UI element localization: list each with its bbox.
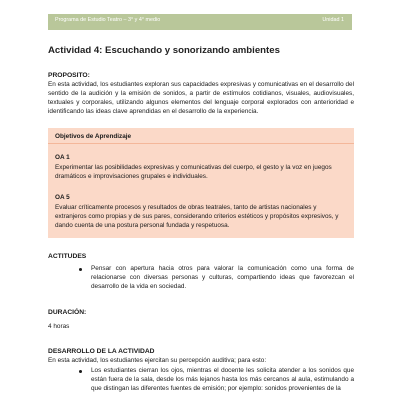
actitudes-heading: ACTITUDES [48, 253, 87, 260]
bullet-icon [79, 370, 82, 373]
duracion-value: 4 horas [48, 323, 70, 330]
oa-code: OA 5 [55, 194, 70, 201]
oa-text: Evaluar críticamente procesos y resultados de obras teatrales, tanto de artistas nacionales y extranjeros como propias y de sus pares, considerando criterios estéticos y propósitos expresivos, y dando cuenta de una postura personal fundada y respetuosa. [55, 204, 339, 230]
actitudes-bullet-text: Pensar con apertura hacia otros para valorar la comunicación como una forma de relacionarse con diversas personas y culturas, compartiendo ideas que favorezcan el desarrollo de la vida en sociedad. [91, 265, 354, 291]
objetivos-box [48, 128, 354, 238]
unit-label: Unidad 1 [322, 17, 344, 23]
oa-text: Experimentar las posibilidades expresivas y comunicativas del cuerpo, el gesto y la voz en juegos dramáticos e improvisaciones grupales e individuales. [55, 164, 332, 181]
program-title: Programa de Estudio Teatro – 3° y 4° medio [55, 17, 161, 23]
proposito-text: En esta actividad, los estudiantes exploran sus capacidades expresivas y comunicativas en el desarrollo del sentido de la audición y la emisión de sonidos, a partir de estímulos cotidianos, visuales, audiovisuales, textuales y corporales, utilizando algunos elementos del lenguaje corporal explorados con anterioridad e identificando las ideas clave aprendidas en el desarrollo de la experiencia. [48, 81, 354, 116]
objetivos-divider [48, 143, 354, 144]
duracion-heading: DURACIÓN: [48, 309, 87, 316]
desarrollo-heading: DESARROLLO DE LA ACTIVIDAD [48, 348, 155, 355]
activity-title: Actividad 4: Escuchando y sonorizando ambientes [48, 45, 280, 56]
oa-code: OA 1 [55, 154, 70, 161]
page-header-bar [48, 14, 352, 30]
bullet-icon [79, 268, 82, 271]
proposito-heading: PROPOSITO: [48, 72, 90, 79]
desarrollo-intro: En esta actividad, los estudiantes ejercitan su percepción auditiva; para esto: [48, 357, 267, 364]
desarrollo-step-text: Los estudiantes cierran los ojos, mientras el docente les solicita atender a los sonidos que están fuera de la sala, desde los más lejanos hasta los más cercanos al aula, estimulando a que distingan las diferentes fuentes de emisión; por ejemplo: sonidos provenientes de la [91, 367, 354, 393]
objetivos-heading: Objetivos de Aprendizaje [55, 133, 132, 140]
